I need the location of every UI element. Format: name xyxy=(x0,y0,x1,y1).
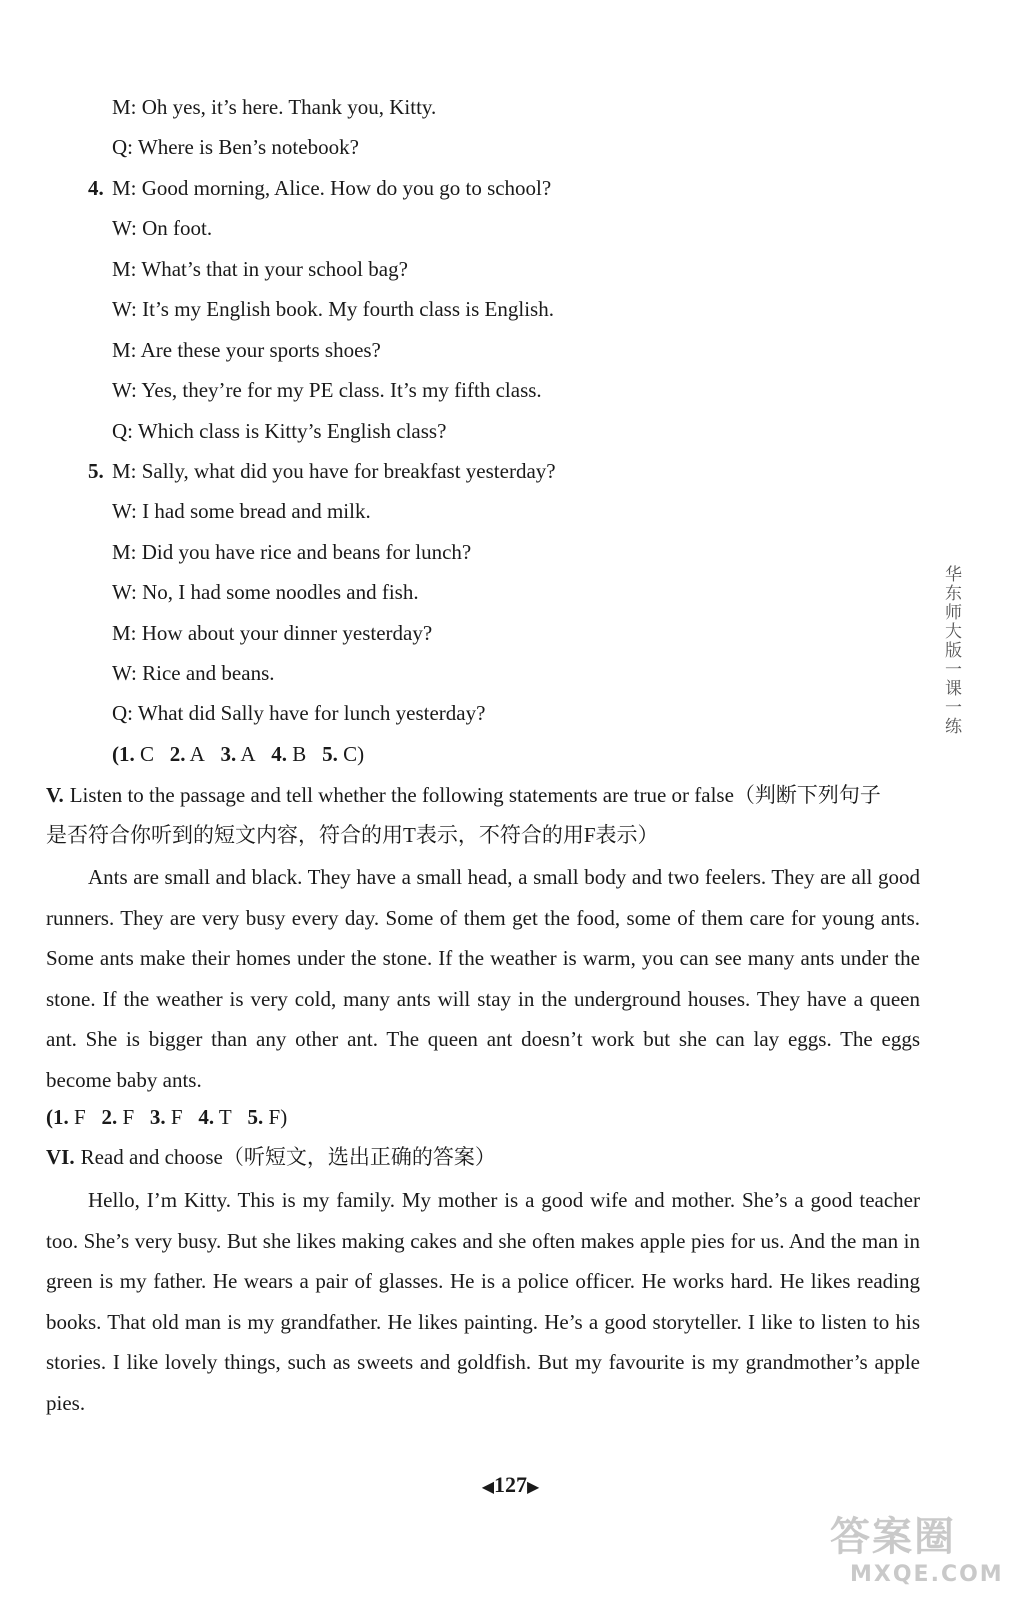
answer-number: 1. xyxy=(53,1105,69,1129)
dialog-line: M: Sally, what did you have for breakfast yesterday? xyxy=(112,459,556,483)
triangle-left-icon: ◀ xyxy=(481,1479,494,1496)
answer-value: F xyxy=(68,1105,86,1129)
triangle-right-icon: ▶ xyxy=(527,1479,540,1496)
dialog-line: W: I had some bread and milk. xyxy=(112,499,371,523)
item-number: 4. xyxy=(88,176,104,200)
dialog-line: M: Are these your sports shoes? xyxy=(112,338,381,362)
section-v-title-cont: 是否符合你听到的短文内容，符合的用T表示，不符合的用F表示） xyxy=(46,823,659,847)
answer-value: C) xyxy=(337,742,365,766)
answer-number: 2. xyxy=(101,1105,118,1129)
answer-number: 3. xyxy=(220,742,237,766)
dialog-line: M: Oh yes, it’s here. Thank you, Kitty. xyxy=(112,95,437,119)
answer-number: 1. xyxy=(119,742,135,766)
dialog-line: W: It’s my English book. My fourth class is English. xyxy=(112,297,554,321)
answer-open-paren: ( xyxy=(46,1105,53,1129)
watermark-line1: 答案圈 xyxy=(830,1514,956,1560)
passage-kitty-family: Hello, I’m Kitty. This is my family. My mother is a good wife and mother. She’s a good teacher too. She’s very busy. But she likes making cakes and she often makes apple pies for us. And the man in green is my father. He wears a pair of glasses. He is a police officer. He works hard. He likes reading books. That old man is my grandfather. He likes painting. He’s a good storyteller. I like to listen to his stories. I like lovely things, such as sweets and goldfish. But my favourite is my grandmother’s apple pies. xyxy=(46,1188,920,1415)
page-number xyxy=(0,1472,1021,1498)
page-number-value: 127 xyxy=(494,1472,527,1497)
answer-value: B xyxy=(287,742,307,766)
answer-number: 2. xyxy=(169,742,186,766)
answer-value: C xyxy=(134,742,155,766)
answer-value: T xyxy=(214,1105,232,1129)
dialog-line: W: On foot. xyxy=(112,216,213,240)
dialog-line: W: Yes, they’re for my PE class. It’s my fifth class. xyxy=(112,378,542,402)
section-vi-title xyxy=(46,1144,496,1170)
section-numeral: V. xyxy=(46,783,64,807)
section-title-text: Listen to the passage and tell whether the following statements are true or false（判断下列句子 xyxy=(69,783,881,807)
answer-open-paren: ( xyxy=(112,742,119,766)
answer-number: 4. xyxy=(198,1105,215,1129)
dialog-line: M: How about your dinner yesterday? xyxy=(112,621,433,645)
answer-key xyxy=(46,1104,287,1130)
watermark xyxy=(830,1505,1010,1590)
answer-number: 5. xyxy=(322,742,338,766)
dialog-line: M: Good morning, Alice. How do you go to school? xyxy=(112,176,552,200)
answer-value: F xyxy=(165,1105,183,1129)
dialog-line: Q: Where is Ben’s notebook? xyxy=(112,135,359,159)
section-numeral: VI. xyxy=(46,1145,75,1169)
answer-value: F xyxy=(117,1105,135,1129)
dialog-line: Q: What did Sally have for lunch yesterday? xyxy=(112,701,486,725)
answer-number: 4. xyxy=(271,742,288,766)
answer-value: F) xyxy=(263,1105,288,1129)
dialog-line: W: Rice and beans. xyxy=(112,661,275,685)
watermark-line2: MXQE.COM xyxy=(850,1562,1004,1587)
answer-value: A xyxy=(236,742,256,766)
answer-value: A xyxy=(185,742,205,766)
section-v-title xyxy=(46,782,881,808)
dialog-line: M: What’s that in your school bag? xyxy=(112,257,408,281)
dialog-line: Q: Which class is Kitty’s English class? xyxy=(112,419,447,443)
dialog-line: W: No, I had some noodles and fish. xyxy=(112,580,419,604)
answer-key xyxy=(112,741,364,767)
answer-number: 3. xyxy=(149,1105,166,1129)
dialog-line: M: Did you have rice and beans for lunch? xyxy=(112,540,472,564)
section-title-text: Read and choose（听短文，选出正确的答案） xyxy=(80,1145,496,1169)
answer-number: 5. xyxy=(247,1105,264,1129)
passage-ants: Ants are small and black. They have a small head, a small body and two feelers. They are all good runners. They are very busy every day. Some of them get the food, some of them care for young ants. Some ants make their homes under the stone. If the weather is warm, you can see many ants under the stone. If the weather is very cold, many ants will stay in the underground houses. They have a queen ant. She is bigger than any other ant. The queen ant doesn’t work but she can lay eggs. The eggs become baby ants. xyxy=(46,865,920,1092)
item-number: 5. xyxy=(88,459,104,483)
side-series-label: 华东师大版一课一练 xyxy=(941,565,961,736)
